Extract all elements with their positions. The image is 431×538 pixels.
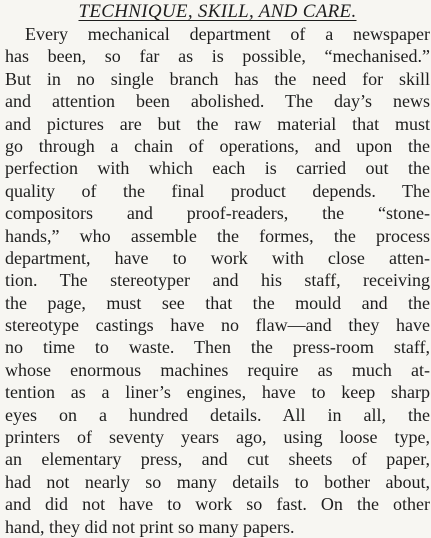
text-line: But in no single branch has the need for skill bbox=[5, 68, 430, 89]
text-line: the page, must see that the mould and the bbox=[5, 292, 430, 313]
text-line: department, have to work with close atten- bbox=[5, 247, 430, 268]
text-line: go through a chain of operations, and upon the bbox=[5, 135, 430, 156]
text-line: hands,” who assemble the formes, the process bbox=[5, 225, 430, 246]
text-line: stereotype castings have no flaw—and they have bbox=[5, 315, 430, 336]
article-heading: TECHNIQUE, SKILL, AND CARE. bbox=[78, 1, 357, 22]
text-line: and attention been abolished. The day’s news bbox=[5, 91, 430, 112]
text-line: eyes on a hundred details. All in all, the bbox=[5, 404, 430, 425]
text-line: and pictures are but the raw material that must bbox=[5, 113, 430, 134]
text-line: tion. The stereotyper and his staff, receiving bbox=[5, 270, 430, 291]
text-line: no time to waste. Then the press-room staff, bbox=[5, 337, 430, 358]
text-line: whose enormous machines require as much at- bbox=[5, 359, 430, 380]
text-line: an elementary press, and cut sheets of paper, bbox=[5, 449, 430, 470]
text-line: had not nearly so many details to bother about, bbox=[5, 471, 430, 492]
text-line: quality of the final product depends. The bbox=[5, 180, 430, 201]
text-line: compositors and proof-readers, the “stone- bbox=[5, 203, 430, 224]
text-line: tention as a liner’s engines, have to keep sharp bbox=[5, 382, 430, 403]
text-line: printers of seventy years ago, using loose type, bbox=[5, 427, 430, 448]
text-line: hand, they did not print so many papers. bbox=[5, 516, 295, 537]
text-line: has been, so far as is possible, “mechanised.” bbox=[5, 46, 430, 67]
article-body bbox=[5, 23, 430, 538]
text-line: and did not have to work so fast. On the other bbox=[5, 494, 430, 515]
text-line: perfection with which each is carried out the bbox=[5, 158, 430, 179]
text-line: Every mechanical department of a newspaper bbox=[25, 24, 430, 44]
